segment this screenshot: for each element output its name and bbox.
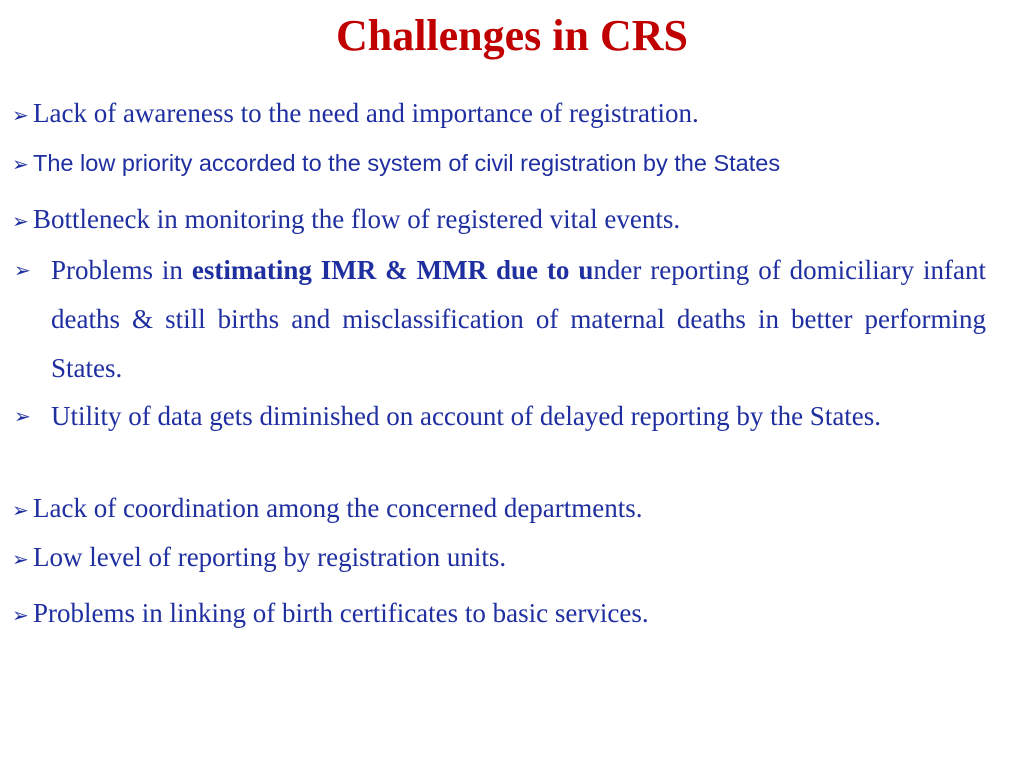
arrow-bullet-icon: ➢ — [12, 547, 29, 571]
bullet-text: Low level of reporting by registration units. — [33, 542, 507, 572]
bullet-item — [12, 492, 1012, 526]
bullet-item — [12, 203, 1012, 237]
bullet-item — [12, 597, 1012, 631]
bullet-text: Problems in linking of birth certificates to basic services. — [33, 598, 649, 628]
arrow-bullet-icon: ➢ — [12, 103, 29, 127]
bullet-item — [12, 147, 1012, 180]
bullet-item — [14, 392, 986, 441]
arrow-bullet-icon: ➢ — [14, 258, 31, 282]
arrow-bullet-icon: ➢ — [12, 498, 29, 522]
arrow-bullet-icon: ➢ — [12, 603, 29, 627]
bullet-text: Utility of data gets diminished on account of delayed reporting by the States. — [51, 401, 882, 431]
bullet-item — [14, 246, 986, 393]
bullet-item — [12, 541, 1012, 575]
bullet-item — [12, 97, 1012, 131]
bold-emphasis: estimating IMR & MMR due to u — [191, 255, 594, 285]
bullet-text: Bottleneck in monitoring the flow of registered vital events. — [33, 204, 681, 234]
bullet-text: The low priority accorded to the system of civil registration by the States — [33, 150, 781, 176]
bullet-text: Lack of awareness to the need and importance of registration. — [33, 98, 699, 128]
arrow-bullet-icon: ➢ — [14, 404, 31, 428]
arrow-bullet-icon: ➢ — [12, 152, 29, 176]
bullet-text: Problems in estimating IMR & MMR due to under reporting of domiciliary infant deaths & still births and misclassification of maternal deaths in better performing States. — [51, 255, 986, 383]
bullet-text: Lack of coordination among the concerned departments. — [33, 493, 643, 523]
arrow-bullet-icon: ➢ — [12, 209, 29, 233]
slide-title: Challenges in CRS — [335, 11, 689, 60]
